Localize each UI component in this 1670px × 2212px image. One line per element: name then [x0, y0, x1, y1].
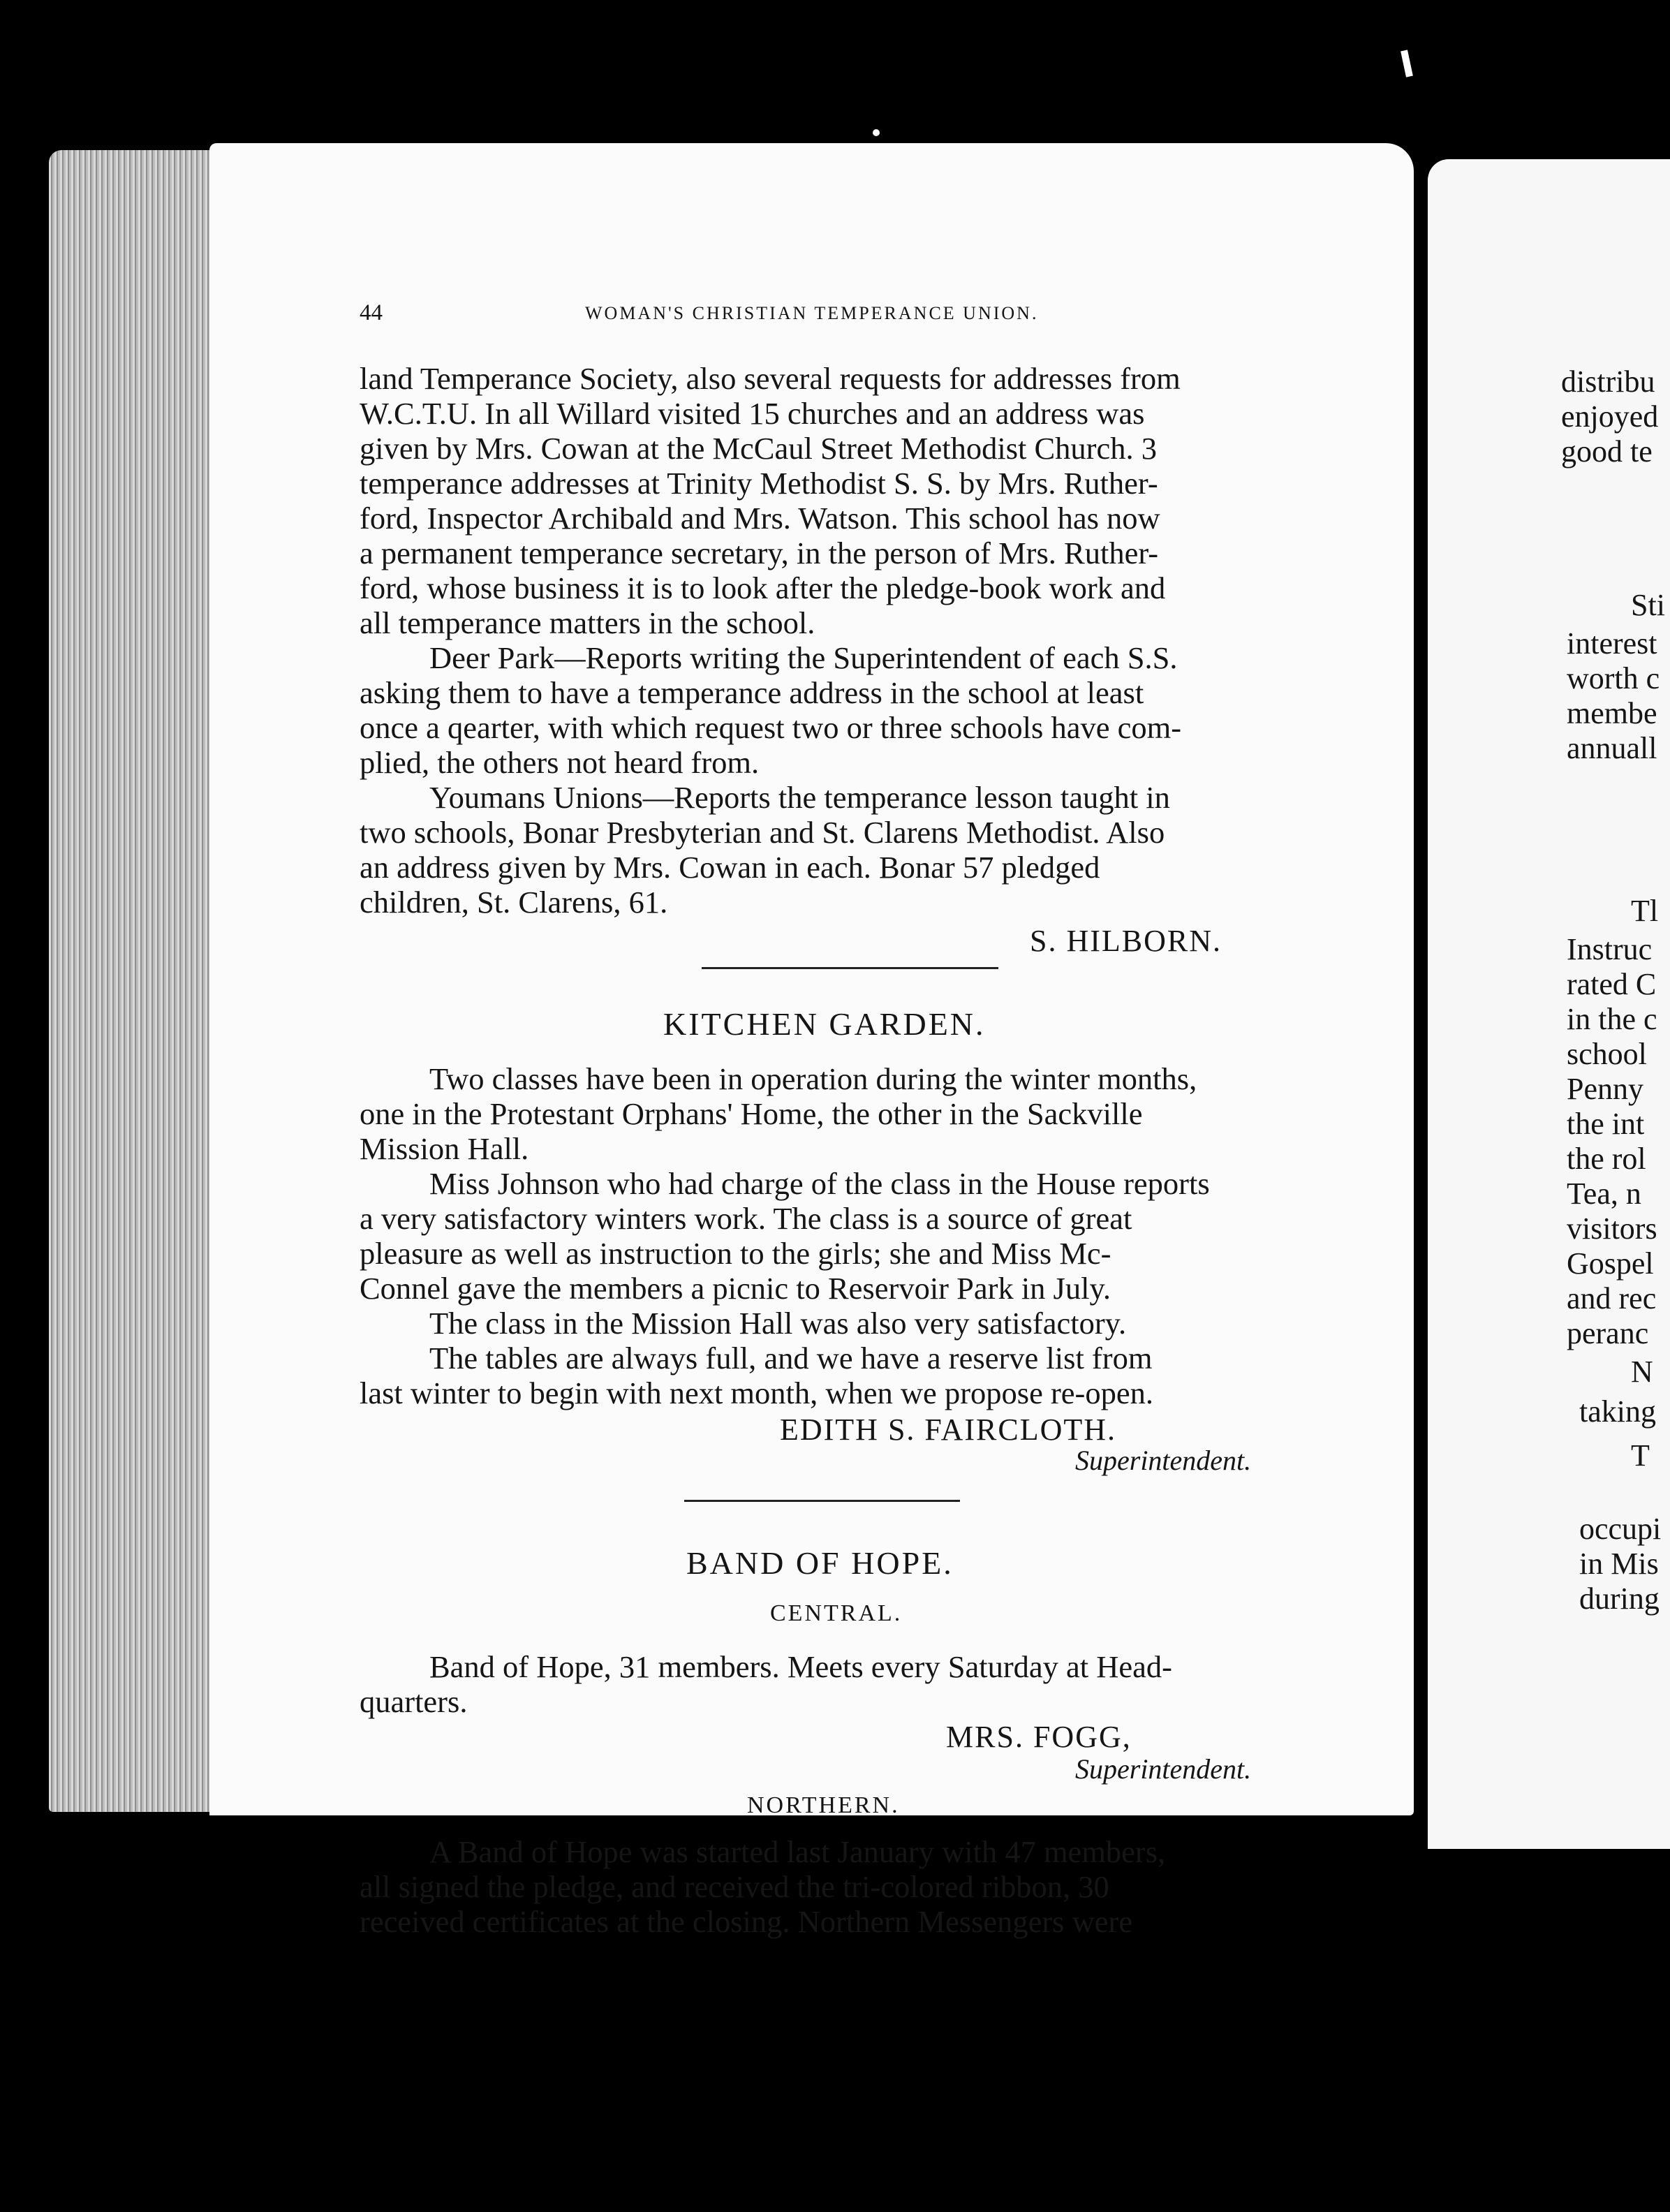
right-page-fragment: taking: [1579, 1394, 1656, 1429]
text-line: temperance addresses at Trinity Methodist S. S. by Mrs. Ruther-: [360, 466, 1158, 501]
section-heading-band-of-hope: BAND OF HOPE.: [686, 1545, 954, 1581]
divider-rule: [702, 967, 998, 969]
text-line: plied, the others not heard from.: [360, 745, 760, 780]
signature-title: Superintendent.: [1075, 1753, 1252, 1785]
scan-mark: [1401, 50, 1413, 77]
text-line: an address given by Mrs. Cowan in each. Bonar 57 pledged: [360, 850, 1100, 885]
right-page-fragment: N: [1631, 1355, 1653, 1389]
text-line: Two classes have been in operation during the winter months,: [429, 1061, 1197, 1096]
right-page-fragment: Sti: [1631, 588, 1665, 622]
right-page-fragment: Penny: [1567, 1072, 1643, 1106]
right-page-fragment: during: [1579, 1581, 1660, 1616]
section-heading-kitchen-garden: KITCHEN GARDEN.: [663, 1006, 986, 1042]
text-line: The tables are always full, and we have a reserve list from: [429, 1341, 1153, 1376]
right-page-fragment: in Mis: [1579, 1547, 1659, 1581]
paragraph-central: [360, 1649, 1320, 1719]
text-line: asking them to have a temperance address in the school at least: [360, 675, 1144, 710]
signature-hilborn: S. HILBORN.: [1030, 924, 1222, 958]
text-line: all temperance matters in the school.: [360, 605, 815, 640]
right-page-fragment: rated C: [1567, 967, 1657, 1001]
signature-title: Superintendent.: [1075, 1445, 1252, 1476]
text-line: a permanent temperance secretary, in the person of Mrs. Ruther-: [360, 536, 1159, 570]
text-line: quarters.: [360, 1684, 468, 1719]
paragraph-kitchen-3: [360, 1306, 1320, 1341]
text-line: received certificates at the closing. Northern Messengers were: [360, 1904, 1133, 1939]
right-page-fragment: membe: [1567, 696, 1657, 730]
right-page-fragment: enjoyed: [1561, 399, 1659, 434]
text-line: Youmans Unions—Reports the temperance lesson taught in: [429, 780, 1170, 815]
right-page-fragment: occupi: [1579, 1512, 1662, 1546]
text-line: Mission Hall.: [360, 1131, 529, 1166]
text-line: two schools, Bonar Presbyterian and St. Clarens Methodist. Also: [360, 815, 1165, 850]
text-line: once a qearter, with which request two or three schools have com-: [360, 710, 1182, 745]
paragraph-kitchen-2: [360, 1166, 1320, 1306]
text-line: land Temperance Society, also several requests for addresses from: [360, 361, 1181, 396]
right-page-fragment: interest: [1567, 626, 1657, 661]
divider-rule: [684, 1500, 960, 1502]
text-line: one in the Protestant Orphans' Home, the other in the Sackville: [360, 1096, 1143, 1131]
signature-faircloth: EDITH S. FAIRCLOTH.: [780, 1413, 1117, 1447]
right-page-fragment: Instruc: [1567, 932, 1653, 966]
subheading-central: CENTRAL.: [770, 1600, 903, 1626]
text-line: ford, whose business it is to look after the pledge-book work and: [360, 570, 1166, 605]
signature-fogg: MRS. FOGG,: [946, 1720, 1132, 1754]
right-page-fragment: the int: [1567, 1107, 1645, 1141]
text-line: children, St. Clarens, 61.: [360, 885, 668, 920]
right-page-fragment: annuall: [1567, 731, 1657, 765]
right-page-fragment: in the c: [1567, 1002, 1657, 1036]
text-line: a very satisfactory winters work. The class is a source of great: [360, 1201, 1132, 1236]
paragraph-kitchen-1: [360, 1061, 1320, 1166]
page-number: 44: [360, 300, 383, 325]
paragraph-northern: [360, 1834, 1320, 1939]
text-line: last winter to begin with next month, when we propose re-open.: [360, 1376, 1153, 1410]
text-line: Deer Park—Reports writing the Superintendent of each S.S.: [429, 640, 1178, 675]
book-page-edges: [49, 150, 216, 1812]
right-page-fragment: visitors: [1567, 1211, 1657, 1246]
text-line: Miss Johnson who had charge of the class in the House reports: [429, 1166, 1210, 1201]
text-line: all signed the pledge, and received the tri-colored ribbon, 30: [360, 1869, 1109, 1904]
text-line: Connel gave the members a picnic to Reservoir Park in July.: [360, 1271, 1111, 1306]
right-page-fragment: Tea, n: [1567, 1177, 1641, 1211]
paragraph-deer-park: [360, 640, 1320, 780]
text-line: ford, Inspector Archibald and Mrs. Watson. This school has now: [360, 501, 1160, 536]
text-line: W.C.T.U. In all Willard visited 15 churches and an address was: [360, 396, 1145, 431]
scan-dot: [873, 129, 880, 136]
subheading-northern: NORTHERN.: [747, 1792, 900, 1818]
paragraph-youmans: [360, 780, 1320, 920]
text-line: pleasure as well as instruction to the girls; she and Miss Mc-: [360, 1236, 1111, 1271]
paragraph-willard: [360, 361, 1320, 640]
text-line: The class in the Mission Hall was also very satisfactory.: [429, 1306, 1127, 1341]
paragraph-kitchen-4: [360, 1341, 1320, 1410]
right-page-fragment: worth c: [1567, 661, 1660, 695]
text-line: A Band of Hope was started last January with 47 members,: [429, 1834, 1166, 1869]
right-page-fragment: T: [1631, 1438, 1650, 1473]
right-page-fragment: and rec: [1567, 1281, 1657, 1315]
running-head-title: WOMAN'S CHRISTIAN TEMPERANCE UNION.: [585, 303, 1039, 323]
right-page-fragment: the rol: [1567, 1142, 1646, 1176]
right-page-fragment: Tl: [1631, 894, 1659, 928]
right-page-fragment: school: [1567, 1037, 1647, 1071]
text-line: Band of Hope, 31 members. Meets every Saturday at Head-: [429, 1649, 1172, 1684]
right-page-fragment: Gospel: [1567, 1246, 1654, 1281]
right-page-fragment: distribu: [1561, 364, 1655, 399]
right-page-fragment: peranc: [1567, 1316, 1649, 1350]
text-line: given by Mrs. Cowan at the McCaul Street Methodist Church. 3: [360, 431, 1158, 466]
right-page-fragment: good te: [1561, 434, 1653, 469]
